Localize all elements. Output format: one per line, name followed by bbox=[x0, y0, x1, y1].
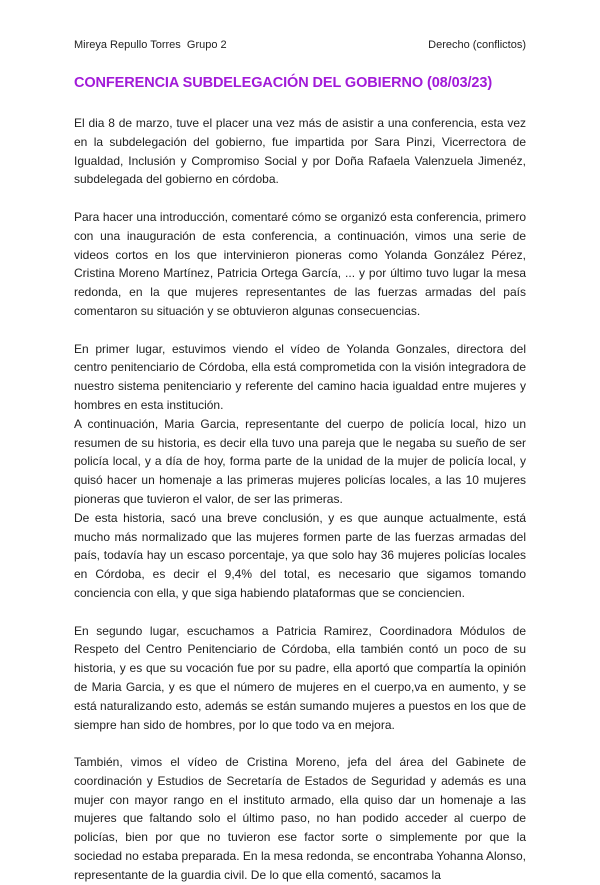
paragraph-patricia: En segundo lugar, escuchamos a Patricia Ramirez, Coordinadora Módulos de Respeto del Centro Penitenciario de Córdoba, ella también contó un poco de su historia, y es que su vocación fue por su padre, ella aportó que compartía la opinión de Maria Garcia, y es que el número de mujeres en el cuerpo,va en aumento, y se está naturalizando esto, además se están sumando mujeres a puestos en los que de siempre han sido de hombres, por lo que todo va en mejora. bbox=[74, 623, 526, 732]
document-title: CONFERENCIA SUBDELEGACIÓN DEL GOBIERNO (08/03/23) bbox=[74, 75, 493, 91]
header-subject: Derecho (conflictos) bbox=[428, 39, 526, 51]
paragraph-cristina: También, vimos el vídeo de Cristina Moreno, jefa del área del Gabinete de coordinación y Estudios de Secretaría de Estados de Seguridad y además es una mujer con mayor rango en el instituto armado, ella quiso dar un homenaje a las mujeres que faltando solo el último paso, no han podido acceder al cuerpo de policías, bien por que no tuvieron ese factor sorte o simplemente por que la sociedad no estaba preparada. En la mesa redonda, se encontraba Yohanna Alonso, representante de la guardia civil. De lo que ella comentó, sacamos la bbox=[74, 755, 526, 882]
paragraph-organization: Para hacer una introducción, comentaré cómo se organizó esta conferencia, primero con una inauguración de esta conferencia, a continuación, vimos una serie de videos cortos en los que intervinieron pioneras como Yolanda González Pérez, Cristina Moreno Martínez, Patricia Ortega García, ... y por último tuvo lugar la mesa redonda, en la que mujeres representantes de las fuerzas armadas del país comentaron su situación y se obtuvieron algunas consecuencias. bbox=[74, 209, 526, 318]
paragraph-maria-garcia: A continuación, Maria Garcia, representante del cuerpo de policía local, hizo un resumen de su historia, es decir ella tuvo una pareja que le negaba su sueño de ser policía local, y a día de hoy, forma parte de la unidad de la mujer de policía local, y quisó hacer un homenaje a las primeras mujeres policías locales, a las 10 mujeres pioneras que tuvieron el valor, de ser las primeras. bbox=[74, 416, 526, 506]
page-header bbox=[74, 37, 526, 53]
paragraph-intro: El dia 8 de marzo, tuve el placer una vez más de asistir a una conferencia, esta vez en la subdelegación del gobierno, fue impartida por Sara Pinzi, Vicerrectora de Igualdad, Inclusión y Compromiso Social y por Doña Rafaela Valenzuela Jimenéz, subdelegada del gobierno en córdoba. bbox=[74, 116, 526, 187]
header-author-group: Mireya Repullo Torres Grupo 2 bbox=[74, 39, 227, 51]
document-body bbox=[74, 114, 526, 882]
paragraph-yolanda: En primer lugar, estuvimos viendo el vídeo de Yolanda Gonzales, directora del centro penitenciario de Córdoba, ella está comprometida con la visión integradora de nuestro sistema penitenciario y referente del camino hacia igualdad entre mujeres y hombres en esta institución. bbox=[74, 341, 526, 412]
paragraph-conclusion: De esta historia, sacó una breve conclusión, y es que aunque actualmente, está mucho más normalizado que las mujeres formen parte de las fuerzas armadas del país, todavía hay un escaso porcentaje, ya que solo hay 36 mujeres policías locales en Córdoba, es decir el 9,4% del total, es necesario que sigamos tomando conciencia con ella, y que siga habiendo plataformas que se conciencien. bbox=[74, 510, 526, 600]
